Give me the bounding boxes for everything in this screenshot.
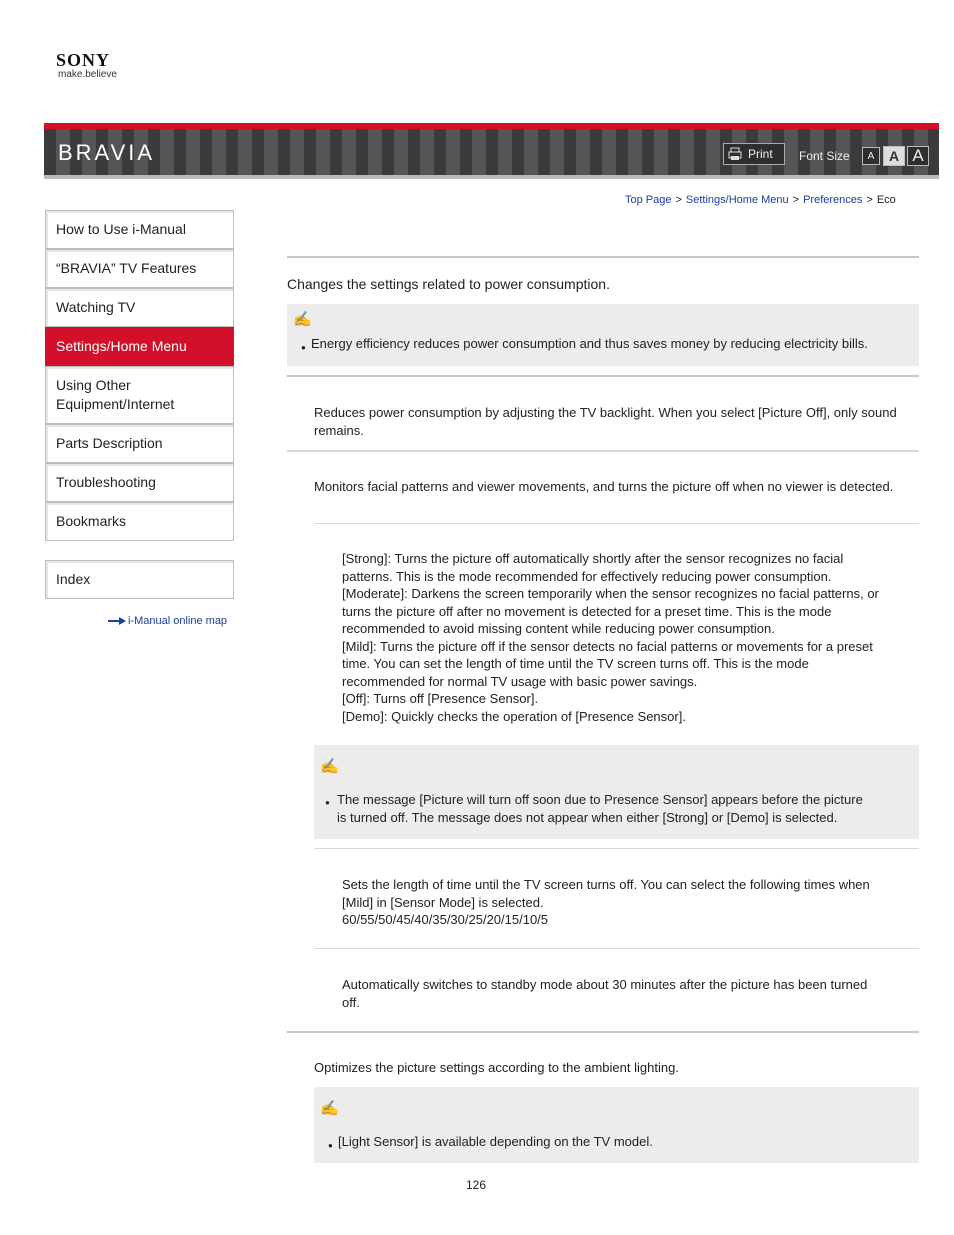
note-box <box>314 1087 919 1163</box>
sidebar-item-bookmarks[interactable]: Bookmarks <box>45 502 234 541</box>
subsection-divider <box>314 523 919 524</box>
sony-logo: SONY <box>56 50 111 70</box>
breadcrumb-preferences[interactable]: Preferences <box>803 194 863 206</box>
online-map-label: i-Manual online map <box>128 615 228 627</box>
section-divider <box>287 375 919 377</box>
note-text: ● [Light Sensor] is available depending on the TV model. <box>338 1133 653 1151</box>
note-text: ● Energy efficiency reduces power consumption and thus saves money by reducing electricity bills. <box>311 335 868 353</box>
breadcrumb-separator: > <box>792 194 800 206</box>
section-divider <box>287 450 919 452</box>
sensor-mode-line: [Mild]: Turns the picture off if the sensor detects no facial patterns or movements for a preset <box>342 638 873 654</box>
font-size-large-button[interactable]: A <box>907 146 929 166</box>
sensor-mode-line: [Off]: Turns off [Presence Sensor]. <box>342 691 539 706</box>
note-line: The message [Picture will turn off soon due to Presence Sensor] appears before the picture <box>337 792 863 807</box>
font-size-label: Font Size <box>799 149 850 163</box>
section-divider <box>287 256 919 258</box>
breadcrumb-current: Eco <box>876 194 896 206</box>
breadcrumb-settings-home-menu[interactable]: Settings/Home Menu <box>685 194 789 206</box>
sensor-mode-line: [Moderate]: Darkens the screen temporarily when the sensor recognizes no facial patterns, or <box>342 586 879 601</box>
subsection-divider <box>314 948 919 949</box>
sensor-mode-line: turns the picture off after no movement is detected for a preset time. This is the mode <box>342 603 832 619</box>
standby-description <box>342 976 867 1011</box>
sidebar-item-using-other-equipment[interactable]: Using Other Equipment/Internet <box>45 366 234 424</box>
sidebar-item-watching-tv[interactable]: Watching TV <box>45 288 234 327</box>
breadcrumb <box>625 194 896 206</box>
note-text <box>325 791 863 826</box>
sony-tagline: make.believe <box>58 69 117 80</box>
section-divider <box>287 1031 919 1033</box>
standby-line: Automatically switches to standby mode about 30 minutes after the picture has been turned <box>342 977 868 992</box>
timer-line: [Mild] in [Sensor Mode] is selected. <box>342 894 544 910</box>
arrow-right-icon <box>108 617 126 625</box>
sidebar-item-settings-home-menu[interactable]: Settings/Home Menu <box>45 327 234 366</box>
power-saving-description: Reduces power consumption by adjusting the TV backlight. When you select [Picture Off], only sound remains. <box>314 405 897 438</box>
note-box <box>287 304 919 366</box>
page-number: 126 <box>466 1178 487 1192</box>
breadcrumb-top-page[interactable]: Top Page <box>625 194 672 206</box>
sidebar-item-parts-description[interactable]: Parts Description <box>45 424 234 463</box>
print-button[interactable] <box>723 143 785 165</box>
timer-line: Sets the length of time until the TV screen turns off. You can select the following times when <box>342 877 870 892</box>
bravia-brand: BRAVIA <box>58 140 156 165</box>
sidebar-item-index[interactable]: Index <box>45 560 234 599</box>
standby-line: off. <box>342 994 360 1010</box>
online-map-link[interactable] <box>108 615 227 627</box>
sensor-mode-line: [Strong]: Turns the picture off automatically shortly after the sensor recognizes no facial <box>342 551 844 566</box>
print-label: Print <box>748 147 773 161</box>
note-line: is turned off. The message does not appear when either [Strong] or [Demo] is selected. <box>337 809 838 825</box>
sensor-mode-options <box>342 550 879 725</box>
sensor-mode-line: time. You can set the length of time until the TV screen turns off. This is the mode <box>342 656 809 671</box>
sensor-mode-line: recommended for normal TV usage with basic power savings. <box>342 673 698 689</box>
note-pen-icon: ✍ <box>293 311 312 328</box>
intro-text: Changes the settings related to power consumption. <box>287 276 610 292</box>
sidebar-item-bravia-features[interactable]: “BRAVIA” TV Features <box>45 249 234 288</box>
bullet-icon: ● <box>325 798 330 807</box>
light-sensor-description: Optimizes the picture settings according to the ambient lighting. <box>314 1060 679 1075</box>
print-icon <box>728 147 742 161</box>
subsection-divider <box>314 848 919 849</box>
font-size-medium-button[interactable]: A <box>883 146 905 166</box>
sidebar-item-troubleshooting[interactable]: Troubleshooting <box>45 463 234 502</box>
presence-timer-description <box>342 876 870 929</box>
sensor-mode-line: patterns. This is the mode recommended for effectively reducing power consumption. <box>342 568 832 584</box>
sidebar-item-how-to-use[interactable]: How to Use i-Manual <box>45 210 234 249</box>
note-pen-icon: ✍ <box>320 758 339 775</box>
presence-sensor-description: Monitors facial patterns and viewer movements, and turns the picture off when no viewer is detected. <box>314 479 894 494</box>
note-pen-icon: ✍ <box>320 1100 339 1117</box>
breadcrumb-separator: > <box>866 194 873 206</box>
sensor-mode-line: [Demo]: Quickly checks the operation of [Presence Sensor]. <box>342 708 686 724</box>
breadcrumb-separator: > <box>675 194 682 206</box>
font-size-small-button[interactable]: A <box>862 147 880 165</box>
note-box <box>314 745 919 839</box>
timer-line: 60/55/50/45/40/35/30/25/20/15/10/5 <box>342 912 549 927</box>
sensor-mode-line: recommended to avoid missing content while reducing power consumption. <box>342 621 775 636</box>
